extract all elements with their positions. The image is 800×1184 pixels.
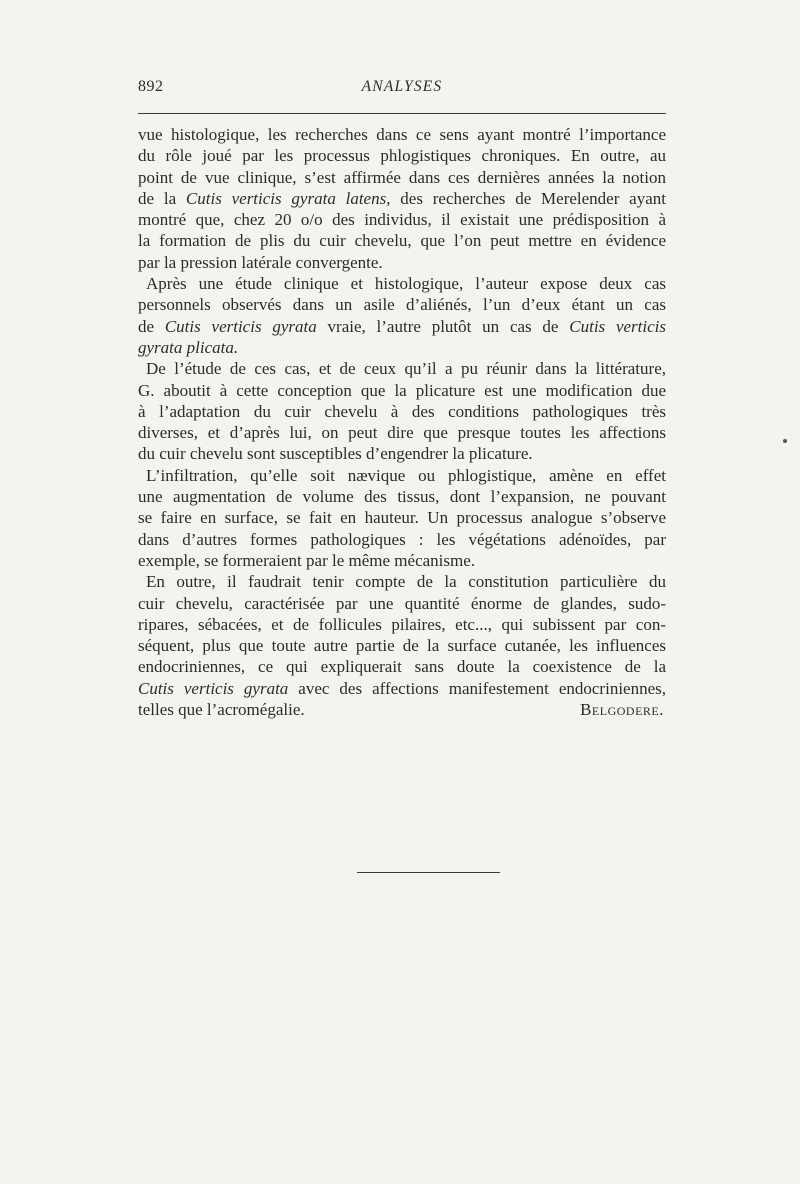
running-title: ANALYSES <box>361 78 443 95</box>
text-line: une augmentation de volume des tissus, dont l’expansion, ne pouvant <box>138 487 666 507</box>
latin-term: Cutis verticis gyrata latens, <box>185 188 391 208</box>
text-line: du rôle joué par les processus phlogistiques chroniques. En outre, au <box>138 146 666 166</box>
author-signature: Belgodere. <box>580 700 664 720</box>
text-line: à l’adaptation du cuir chevelu à des conditions pathologiques très <box>138 401 666 421</box>
closing-rule <box>357 872 500 873</box>
text-line: G. aboutit à cette conception que la plicature est une modification due <box>138 380 666 400</box>
text-line: de la Cutis verticis gyrata latens, des recherches de Merelender ayant <box>138 188 666 208</box>
text-line: vue histologique, les recherches dans ce sens ayant montré l’importance <box>138 125 666 144</box>
text-line: L’infiltration, qu’elle soit nævique ou phlogistique, amène en effet <box>146 465 666 485</box>
text-line: personnels observés dans un asile d’aliénés, l’un d’eux étant un cas <box>138 295 666 315</box>
text-line: En outre, il faudrait tenir compte de la constitution particulière du <box>146 572 666 592</box>
running-head <box>138 78 666 102</box>
latin-term: gyrata plicata. <box>138 337 239 357</box>
header-rule <box>138 113 666 114</box>
text-line: séquent, plus que toute autre partie de la surface cutanée, les influences <box>138 636 666 656</box>
text-line: de Cutis verticis gyrata vraie, l’autre plutôt un cas de Cutis verticis <box>138 316 666 336</box>
text-line: la formation de plis du cuir chevelu, que l’on peut mettre en évidence <box>138 231 666 251</box>
text-line: Après une étude clinique et histologique, l’auteur expose deux cas <box>146 274 666 294</box>
text-line: telles que l’acromégalie. Belgodere. <box>138 700 664 720</box>
text-line: se faire en surface, se fait en hauteur. Un processus analogue s’observe <box>138 508 666 528</box>
article-body <box>138 124 666 720</box>
text-line: endocriniennes, ce qui expliquerait sans doute la coexistence de la <box>138 657 666 677</box>
latin-term: Cutis verticis gyrata <box>138 678 289 698</box>
text-line: ripares, sébacées, et de follicules pilaires, etc..., qui subissent par con- <box>138 614 666 634</box>
text-line: par la pression latérale convergente. <box>138 252 383 272</box>
text-line: montré que, chez 20 o/o des individus, il existait une prédisposition à <box>138 210 666 230</box>
text-line: De l’étude de ces cas, et de ceux qu’il a pu réunir dans la littérature, <box>146 359 666 379</box>
text-line: diverses, et d’après lui, on peut dire que presque toutes les affections <box>138 423 666 443</box>
text-line: Cutis verticis gyrata avec des affections manifestement endocriniennes, <box>138 678 666 698</box>
page-number: 892 <box>138 78 164 95</box>
text-line: point de vue clinique, s’est affirmée dans ces dernières années la notion <box>138 167 666 187</box>
latin-term: Cutis verticis <box>569 316 666 336</box>
text-line: dans d’autres formes pathologiques : les végétations adénoïdes, par <box>138 529 666 549</box>
text-line: exemple, se formeraient par le même mécanisme. <box>138 550 476 570</box>
text-line: du cuir chevelu sont susceptibles d’engendrer la plicature. <box>138 444 533 464</box>
text-line <box>138 337 666 358</box>
print-speck <box>783 439 787 443</box>
latin-term: Cutis verticis gyrata <box>164 316 317 336</box>
text-line: cuir chevelu, caractérisée par une quantité énorme de glandes, sudo- <box>138 593 666 613</box>
